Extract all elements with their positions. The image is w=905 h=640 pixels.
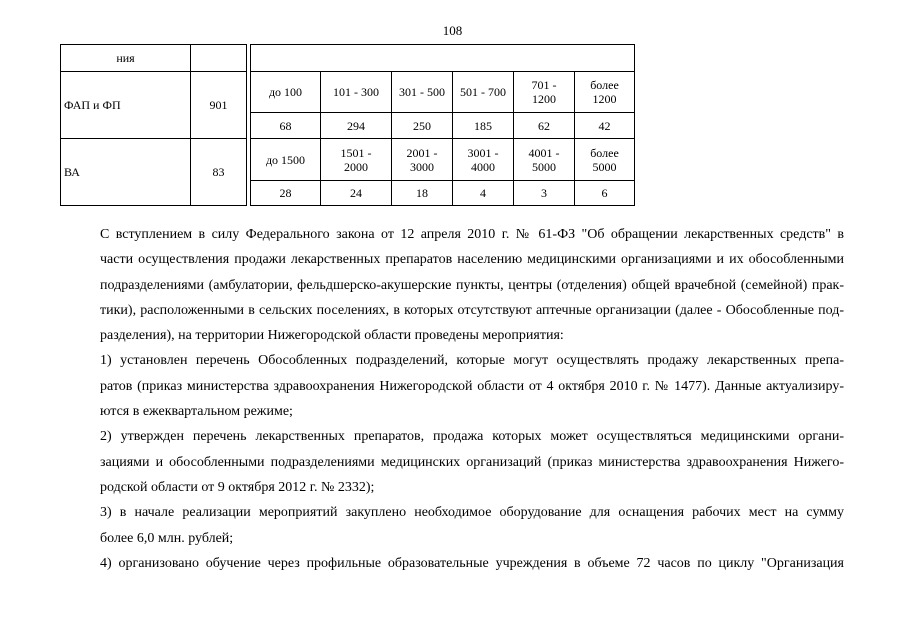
range-cell: 301 - 500 <box>392 72 453 113</box>
text-line: более 6,0 млн. рублей; <box>100 530 234 546</box>
count-cell: 28 <box>251 181 321 206</box>
range-cell: до 100 <box>251 72 321 113</box>
text-line: 3) в начале реализации мероприятий закуплено необходимое оборудование для оснащения рабочих мест на сумму <box>100 505 844 521</box>
table-row <box>61 139 635 181</box>
paragraph-item-3 <box>62 500 844 551</box>
paragraph-item-4 <box>62 551 844 576</box>
table-header-row <box>61 45 635 72</box>
text-line: ются в ежеквартальном режиме; <box>100 404 293 420</box>
text-line: части осуществления продажи лекарственных препаратов населению медицинскими организациями и их обособленными <box>100 252 844 268</box>
text-line: подразделениями (амбулатории, фельдшерско-акушерские пункты, центры (отделения) общей врачебной (семейной) прак- <box>100 277 844 293</box>
count-cell: 18 <box>392 181 453 206</box>
page-number: 108 <box>442 23 463 38</box>
paragraph-intro <box>62 222 844 348</box>
count-cell: 24 <box>321 181 392 206</box>
range-cell: 701 - 1200 <box>514 72 575 113</box>
count-cell: 294 <box>321 113 392 139</box>
range-cell: 4001 - 5000 <box>514 139 575 181</box>
range-cell: более 5000 <box>575 139 635 181</box>
header-fragment: ния <box>61 45 191 72</box>
count-cell: 185 <box>453 113 514 139</box>
range-cell: более 1200 <box>575 72 635 113</box>
header-empty <box>191 45 247 72</box>
text-line: 1) установлен перечень Обособленных подразделений, которые могут осуществлять продажу лекарственных препа- <box>100 353 844 369</box>
text-line: разделения), на территории Нижегородской области проведены мероприятия: <box>100 328 564 344</box>
range-cell: 2001 - 3000 <box>392 139 453 181</box>
text-line: родской области от 9 октября 2012 г. № 2332); <box>100 479 375 495</box>
text-line: С вступлением в силу Федерального закона от 12 апреля 2010 г. № 61-ФЗ "Об обращении лекарственных средств" в <box>100 227 844 242</box>
range-cell: 501 - 700 <box>453 72 514 113</box>
text-line: 4) организовано обучение через профильные образовательные учреждения в объеме 72 часов по циклу "Организация <box>100 555 844 571</box>
range-cell: 3001 - 4000 <box>453 139 514 181</box>
count-cell: 250 <box>392 113 453 139</box>
table-row <box>61 72 635 113</box>
text-line: ратов (приказ министерства здравоохранения Нижегородской области от 4 октября 2010 г. № 1477). Данные актуализиру- <box>100 378 844 394</box>
range-cell: 101 - 300 <box>321 72 392 113</box>
row-name: ВА <box>61 139 191 206</box>
facilities-table <box>60 44 635 206</box>
count-cell: 62 <box>514 113 575 139</box>
range-cell: 1501 - 2000 <box>321 139 392 181</box>
paragraph-item-2 <box>62 424 844 500</box>
row-total: 83 <box>191 139 247 206</box>
count-cell: 3 <box>514 181 575 206</box>
paragraph-item-1 <box>62 348 844 424</box>
count-cell: 6 <box>575 181 635 206</box>
count-cell: 68 <box>251 113 321 139</box>
count-cell: 4 <box>453 181 514 206</box>
count-cell: 42 <box>575 113 635 139</box>
text-line: тики), расположенными в сельских поселениях, в которых отсутствуют аптечные организации (далее - Обособленные под- <box>100 302 844 318</box>
row-total: 901 <box>191 72 247 139</box>
text-line: 2) утвержден перечень лекарственных препаратов, продажа которых может осуществляться медицинскими органи- <box>100 429 844 445</box>
row-name: ФАП и ФП <box>61 72 191 139</box>
body-text <box>62 222 844 576</box>
text-line: зациями и обособленными подразделениями медицинских организаций (приказ министерства здравоохранения Нижего- <box>100 454 844 470</box>
header-empty <box>251 45 635 72</box>
range-cell: до 1500 <box>251 139 321 181</box>
